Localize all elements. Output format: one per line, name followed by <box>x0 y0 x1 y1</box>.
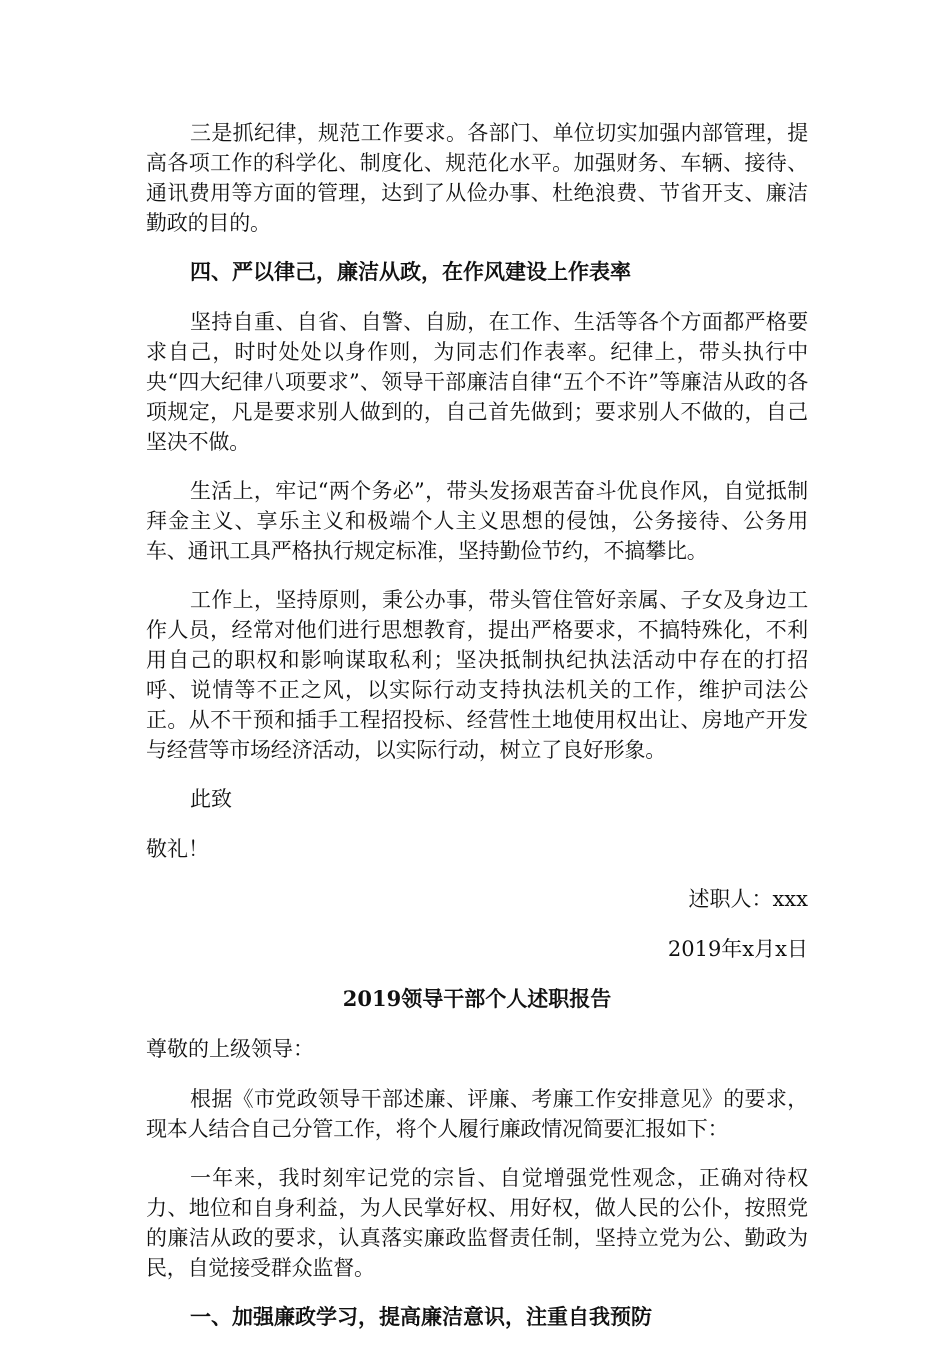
document-page <box>146 118 808 1352</box>
section-heading-4: 四、严以律己，廉洁从政，在作风建设上作表率 <box>190 259 631 284</box>
report-title: 2019领导干部个人述职报告 <box>342 986 612 1011</box>
closing-regards: 敬礼！ <box>146 837 209 861</box>
signer: 述职人：xxx <box>688 887 808 911</box>
report-date: 2019年x月x日 <box>667 937 808 961</box>
section-heading-1: 一、加强廉政学习，提高廉洁意识，注重自我预防 <box>190 1304 652 1329</box>
paragraph-life: 生活上，牢记“两个务必”，带头发扬艰苦奋斗优良作风，自觉抵制拜金主义、享乐主义和极端个人主义思想的侵蚀，公务接待、公务用车、通讯工具严格执行规定标准，坚持勤俭节约，不搞攀比。 <box>146 479 808 563</box>
paragraph-discipline: 三是抓纪律，规范工作要求。各部门、单位切实加强内部管理，提高各项工作的科学化、制度化、规范化水平。加强财务、车辆、接待、通讯费用等方面的管理，达到了从俭办事、杜绝浪费、节省开支、廉洁勤政的目的。 <box>146 121 808 235</box>
closing-salute: 此致 <box>190 787 232 811</box>
salutation: 尊敬的上级领导： <box>146 1037 314 1061</box>
paragraph-self-discipline: 坚持自重、自省、自警、自励，在工作、生活等各个方面都严格要求自己，时时处处以身作则，为同志们作表率。纪律上，带头执行中央“四大纪律八项要求”、领导干部廉洁自律“五个不许”等廉洁从政的各项规定，凡是要求别人做到的，自己首先做到；要求别人不做的，自己坚决不做。 <box>146 310 808 454</box>
paragraph-year-summary: 一年来，我时刻牢记党的宗旨、自觉增强党性观念，正确对待权力、地位和自身利益，为人民掌好权、用好权，做人民的公仆，按照党的廉洁从政的要求，认真落实廉政监督责任制，坚持立党为公、勤政为民，自觉接受群众监督。 <box>146 1166 808 1280</box>
paragraph-work: 工作上，坚持原则，秉公办事，带头管住管好亲属、子女及身边工作人员，经常对他们进行思想教育，提出严格要求，不搞特殊化，不利用自己的职权和影响谋取私利；坚决抵制执纪执法活动中存在的打招呼、说情等不正之风，以实际行动支持执法机关的工作，维护司法公正。从不干预和插手工程招投标、经营性土地使用权出让、房地产开发与经营等市场经济活动，以实际行动，树立了良好形象。 <box>146 588 808 762</box>
paragraph-intro: 根据《市党政领导干部述廉、评廉、考廉工作安排意见》的要求，现本人结合自己分管工作，将个人履行廉政情况简要汇报如下： <box>146 1087 808 1141</box>
